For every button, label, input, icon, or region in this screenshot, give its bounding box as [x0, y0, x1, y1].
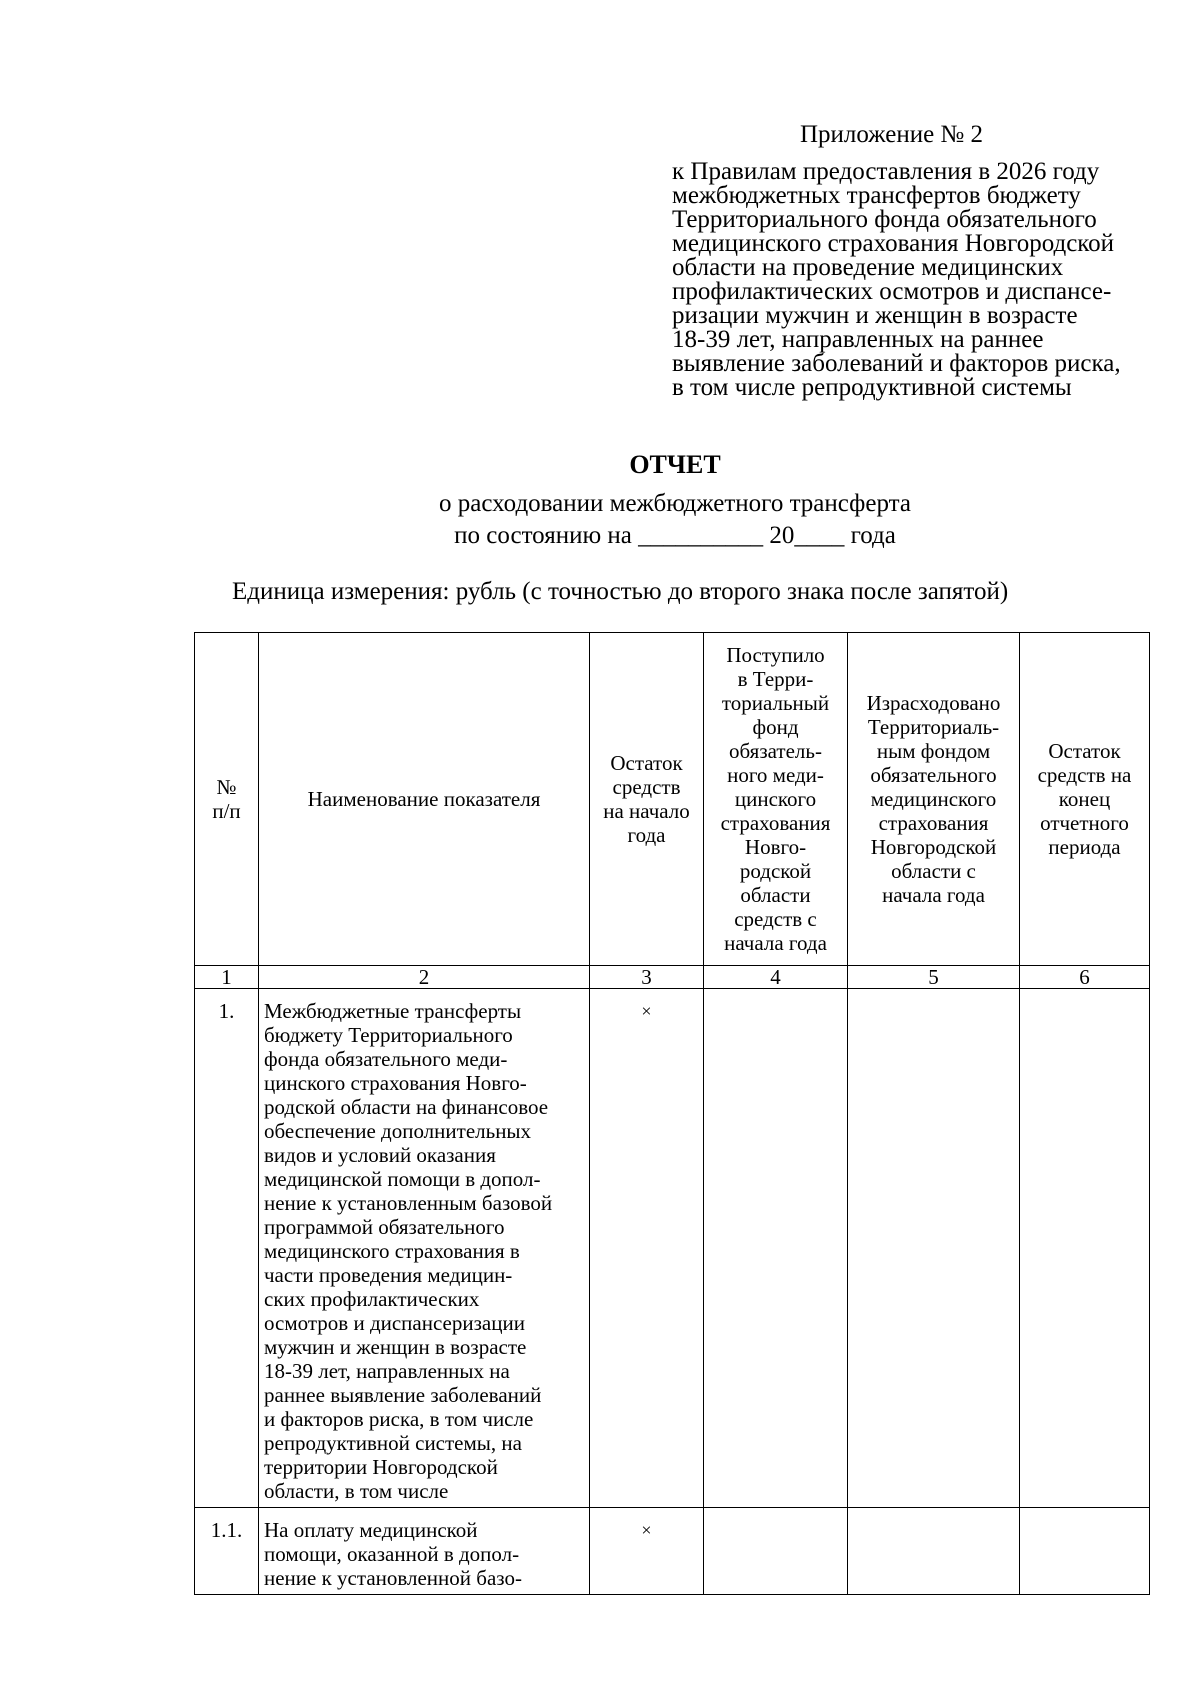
cell-balance-start: ×	[590, 989, 704, 1508]
cell-balance-end	[1020, 989, 1150, 1508]
appendix-description	[672, 160, 1142, 400]
appendix-line: ризации мужчин и женщин в возрасте	[672, 302, 1078, 329]
report-subtitle-line: о расходовании межбюджетного трансферта	[439, 490, 911, 517]
cell-received	[704, 1508, 848, 1595]
row-indicator-name: Межбюджетные трансферты бюджету Территориального фонда обязательного меди- цинского страхования Новго- родской области на финансовое обеспечение дополнительных видов и условий оказания медицинской помощи в допол- нение к установленным базовой программой обязательного медицинского страхования в части проведения медицин- ских профилактических осмотров и диспансеризации мужчин и женщин в возрасте 18-39 лет, направленных на раннее выявление заболеваний и факторов риска, в том числе репродуктивной системы, на территории Новгородской области, в том числе	[259, 989, 590, 1508]
table-row	[195, 989, 1150, 1508]
appendix-line: 18-39 лет, направленных на раннее	[672, 326, 1044, 353]
table-header-row	[195, 633, 1150, 966]
cell-spent	[848, 1508, 1020, 1595]
column-number: 6	[1020, 966, 1150, 989]
appendix-line: межбюджетных трансфертов бюджету	[672, 182, 1081, 209]
header-spent: Израсходовано Территориаль- ным фондом обязательного медицинского страхования Новгородской области с начала года	[848, 633, 1020, 966]
column-number: 1	[195, 966, 259, 989]
appendix-line: медицинского страхования Новгородской	[672, 230, 1115, 257]
report-date-line: по состоянию на __________ 20____ года	[454, 522, 896, 549]
appendix-line: выявление заболеваний и факторов риска,	[672, 350, 1121, 377]
appendix-line: к Правилам предоставления в 2026 году	[672, 158, 1100, 185]
appendix-line: области на проведение медицинских	[672, 254, 1064, 281]
column-number: 2	[259, 966, 590, 989]
appendix-title: Приложение № 2	[800, 121, 984, 148]
column-numbers-row	[195, 966, 1150, 989]
cell-balance-end	[1020, 1508, 1150, 1595]
header-received: Поступило в Терри- ториальный фонд обязатель- ного меди- цинского страхования Новго- родской области средств с начала года	[704, 633, 848, 966]
column-number: 4	[704, 966, 848, 989]
appendix-line: Территориального фонда обязательного	[672, 206, 1097, 233]
column-number: 3	[590, 966, 704, 989]
cell-received	[704, 989, 848, 1508]
row-number: 1.1.	[195, 1508, 259, 1595]
header-balance-end: Остаток средств на конец отчетного периода	[1020, 633, 1150, 966]
report-table	[194, 632, 1150, 1595]
header-number: № п/п	[195, 633, 259, 966]
header-indicator-name: Наименование показателя	[259, 633, 590, 966]
appendix-line: в том числе репродуктивной системы	[672, 374, 1072, 401]
report-title: ОТЧЕТ	[629, 450, 721, 479]
header-balance-start: Остаток средств на начало года	[590, 633, 704, 966]
units-caption: Единица измерения: рубль (с точностью до второго знака после запятой)	[232, 578, 1009, 605]
row-indicator-name: На оплату медицинской помощи, оказанной в допол- нение к установленной базо-	[259, 1508, 590, 1595]
cell-spent	[848, 989, 1020, 1508]
row-number: 1.	[195, 989, 259, 1508]
table-row	[195, 1508, 1150, 1595]
column-number: 5	[848, 966, 1020, 989]
appendix-line: профилактических осмотров и диспансе-	[672, 278, 1112, 305]
cell-balance-start: ×	[590, 1508, 704, 1595]
report-subtitle	[0, 488, 1200, 552]
